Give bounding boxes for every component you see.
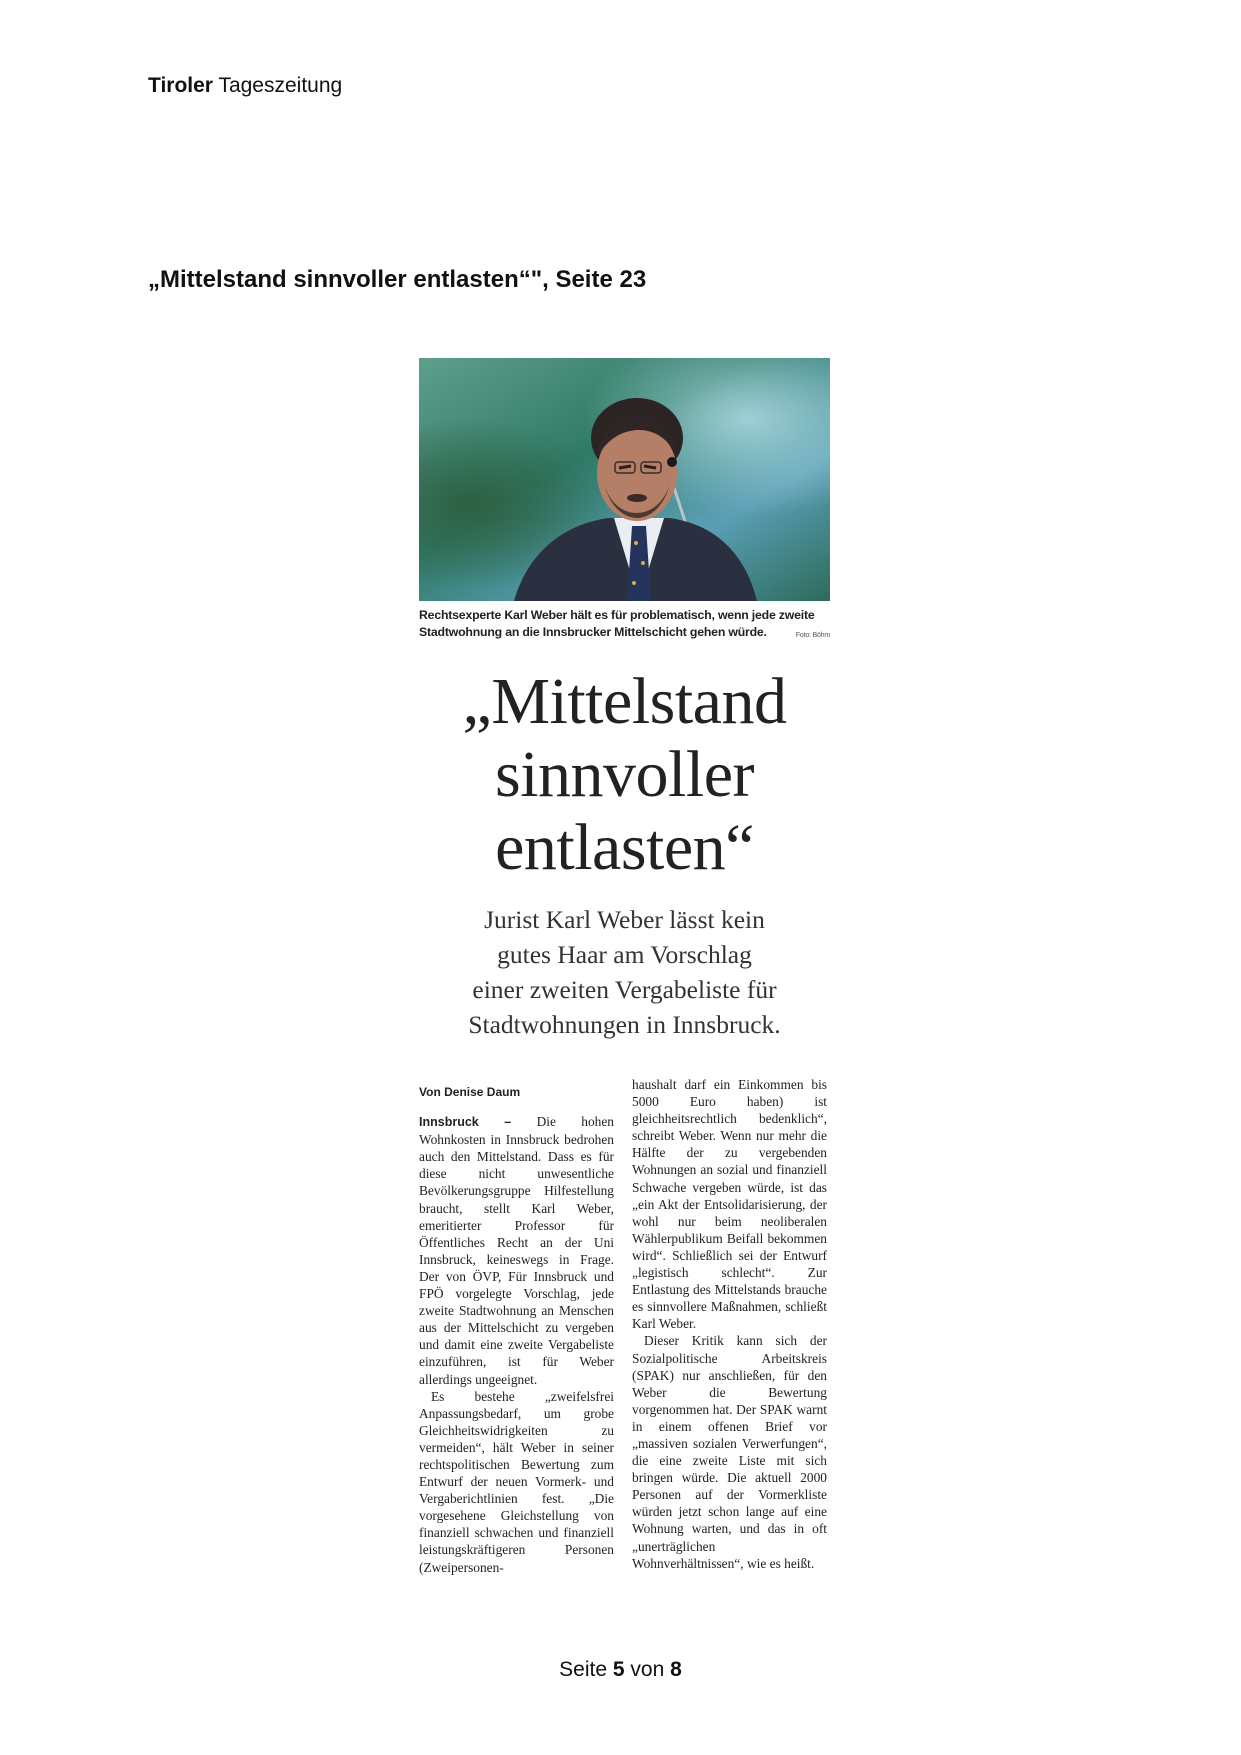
portrait-photo-icon bbox=[419, 358, 830, 601]
photo-caption: Rechtsexperte Karl Weber hält es für problematisch, wenn jede zweite Stadtwohnung an die Innsbrucker Mittelschicht gehen würde. Foto: Böhm bbox=[419, 607, 830, 641]
article-paragraph: Innsbruck – Die hohen Wohnkosten in Innsbruck bedrohen auch den Mittelstand. Dass es für diese nicht unwesentliche Bevölkerungsgruppe Hilfestellung braucht, stellt Karl Weber, emeritierter Professor für Öffentliches Recht an der Uni Innsbruck, keineswegs in Frage. Der von ÖVP, Für Innsbruck und FPÖ vorgelegte Vorschlag, jede zweite Stadtwohnung an Menschen aus der Mittelschicht zu vergeben und damit eine zweite Vergabeliste einzuführen, ist für Weber allerdings ungeeignet. bbox=[419, 1114, 614, 1387]
dateline: Innsbruck – bbox=[419, 1115, 512, 1130]
publication-name: Tiroler Tageszeitung bbox=[148, 74, 343, 97]
article-subheadline: Jurist Karl Weber lässt kein gutes Haar am Vorschlag einer zweiten Vergabeliste für Stadtwohnungen in Innsbruck. bbox=[468, 905, 781, 1039]
article-paragraph: Es bestehe „zweifelsfrei Anpassungsbedarf, um grobe Gleichheitswidrigkeiten zu vermeiden“, hält Weber in seiner rechtspolitischen Bewertung zum Entwurf der neuen Vormerk- und Vergaberichtlinien fest. „Die vorgesehene Gleichstellung von finanziell schwachen und finanziell leistungskräftigeren Personen (Zweipersonen- bbox=[419, 1388, 614, 1575]
photo-credit: Foto: Böhm bbox=[795, 632, 830, 639]
article-paragraph: haushalt darf ein Einkommen bis 5000 Euro haben) ist gleichheitsrechtlich bedenklich“, schreibt Weber. Wenn nur mehr die Hälfte der zu vergebenden Wohnungen an sozial und finanziell Schwache vergeben würde, ist das „ein Akt der Entsolidarisierung, der wohl nur beim neoliberalen Wählerpublikum Beifall bekommen wird“. Schließlich sei der Entwurf „legistisch schlecht“. Zur Entlastung des Mittelstands brauche es sinnvollere Maßnahmen, schließt Karl Weber. bbox=[632, 1077, 827, 1332]
article-paragraph: Dieser Kritik kann sich der Sozialpolitische Arbeitskreis (SPAK) nur anschließen, für den Weber die Bewertung vorgenommen hat. Der SPAK warnt in einem offenen Brief vor „massiven sozialen Verwerfungen“, die eine zweite Liste mit sich bringen würde. Die aktuell 2000 Personen auf der Vormerkliste würden jetzt schon lange auf eine Wohnung warten, und das in oft „unerträglichen Wohnverhältnissen“, wie es heißt. bbox=[632, 1333, 827, 1571]
byline: Von Denise Daum bbox=[419, 1085, 521, 1099]
article-column-left bbox=[419, 1084, 614, 1576]
article-column-right bbox=[632, 1076, 827, 1572]
article-body bbox=[419, 1077, 830, 1624]
article-headline: „Mittelstand sinnvoller entlasten“ bbox=[462, 665, 787, 884]
newspaper-clipping bbox=[419, 358, 830, 1624]
page-number: Seite 5 von 8 bbox=[559, 1658, 682, 1681]
document-title: „Mittelstand sinnvoller entlasten“", Seite 23 bbox=[148, 266, 647, 293]
